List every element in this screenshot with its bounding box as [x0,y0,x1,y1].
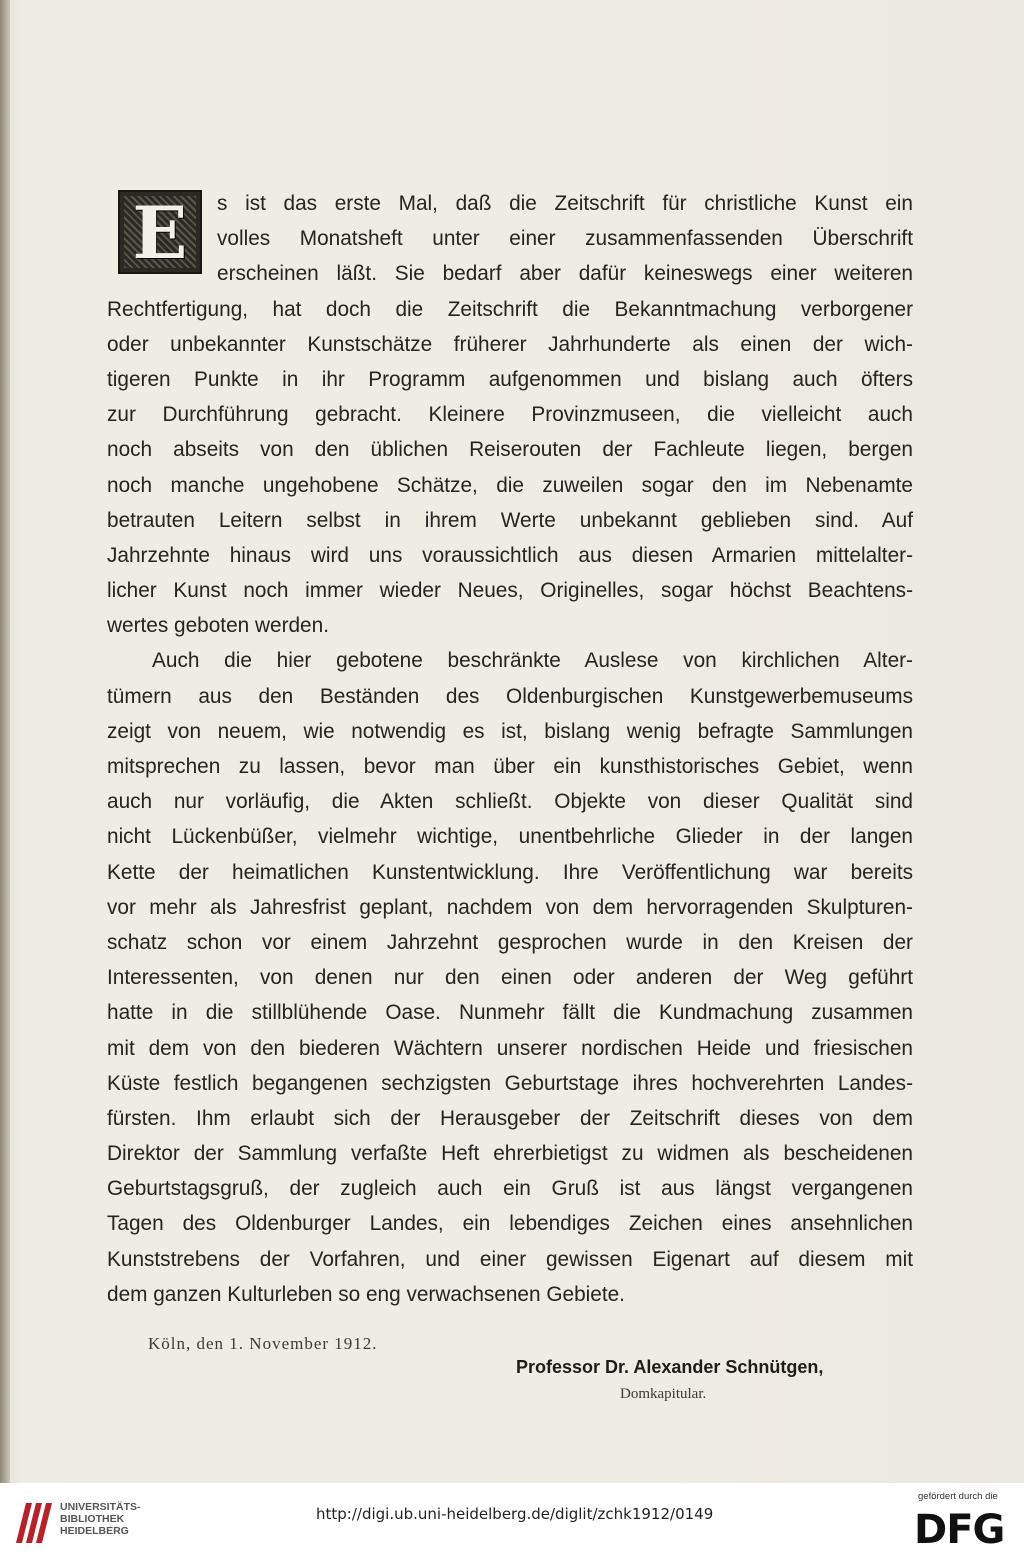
text-line: Tagen des Oldenburger Landes, ein lebendiges Zeichen eines ansehnlichen [107,1212,913,1236]
text-line: tigeren Punkte in ihr Programm aufgenommen und bislang auch öfters [107,367,913,391]
library-name-line: UNIVERSITÄTS- [60,1501,141,1513]
text-line: oder unbekannter Kunstschätze früherer Jahrhunderte als einen der wich- [107,332,913,356]
text-line: fürsten. Ihm erlaubt sich der Herausgeber der Zeitschrift dieses von dem [107,1106,913,1130]
text-line: noch manche ungehobene Schätze, die zuweilen sogar den im Nebenamte [107,473,913,497]
text-line: wertes geboten werden. [107,614,329,638]
text-line: schatz schon vor einem Jahrzehnt gesprochen wurde in den Kreisen der [107,930,913,954]
text-line: Direktor der Sammlung verfaßte Heft ehrerbietigst zu widmen als bescheidenen [107,1142,913,1166]
library-name-line: HEIDELBERG [60,1525,129,1537]
text-line: s ist das erste Mal, daß die Zeitschrift für christliche Kunst ein [217,192,913,215]
text-line: Interessenten, von denen nur den einen oder anderen der Weg geführt [107,966,913,990]
text-line: nicht Lückenbüßer, vielmehr wichtige, unentbehrliche Glieder in der langen [107,825,913,849]
text-line: hatte in die stillblühende Oase. Nunmehr fällt die Kundmachung zusammen [107,1001,913,1025]
author-role: Domkapitular. [620,1386,707,1402]
text-line: zeigt von neuem, wie notwendig es ist, bislang wenig befragte Sammlungen [107,719,913,743]
viewer-footer [0,1483,1024,1563]
page-edge [0,0,10,1483]
text-line: Geburtstagsgruß, der zugleich auch ein Gruß ist aus längst vergangenen [107,1177,913,1201]
bleed-through-header [110,102,930,116]
dfg-logo[interactable]: DFG [914,1507,1005,1553]
text-line: Auch die hier gebotene beschränkte Auslese von kirchlichen Alter- [152,649,913,673]
drop-cap-letter: E [132,189,188,275]
text-line: Rechtfertigung, hat doch die Zeitschrift die Bekanntmachung verborgener [107,297,913,321]
author-signature: Professor Dr. Alexander Schnütgen, [516,1357,824,1377]
text-line: tümern aus den Beständen des Oldenburgischen Kunstgewerbemuseums [107,684,913,708]
text-line: betrauten Leitern selbst in ihrem Werte unbekannt geblieben sind. Auf [107,508,913,532]
text-line: Jahrzehnte hinaus wird uns voraussichtlich aus diesen Armarien mittelalter- [107,543,913,567]
date-line: Köln, den 1. November 1912. [148,1334,378,1353]
text-line: licher Kunst noch immer wieder Neues, Originelles, sogar höchst Beachtens- [107,579,913,603]
text-line: erscheinen läßt. Sie bedarf aber dafür keineswegs einer weiteren [217,262,913,286]
text-line: mitsprechen zu lassen, bevor man über ein kunsthistorisches Gebiet, wenn [107,755,913,778]
funded-by-label: gefördert durch die [918,1491,998,1502]
text-line: Kette der heimatlichen Kunstentwicklung. Ihre Veröffentlichung war bereits [107,860,913,884]
text-line: auch nur vorläufig, die Akten schließt. Objekte von dieser Qualität sind [107,790,913,814]
text-line: Küste festlich begangenen sechzigsten Geburtstage ihres hochverehrten Landes- [107,1071,913,1095]
text-line: dem ganzen Kulturleben so eng verwachsenen Gebiete. [107,1282,625,1306]
library-name [60,1501,141,1537]
university-library-logo-icon[interactable] [12,1497,56,1547]
text-line: noch abseits von den üblichen Reiserouten der Fachleute liegen, bergen [107,438,913,462]
body-text [107,186,913,1312]
text-line: volles Monatsheft unter einer zusammenfassenden Überschrift [217,227,913,251]
text-line: zur Durchführung gebracht. Kleinere Provinzmuseen, die vielleicht auch [107,403,913,427]
text-line: Kunststrebens der Vorfahren, und einer gewissen Eigenart auf diesem mit [107,1247,913,1271]
permalink-url[interactable]: http://digi.ub.uni-heidelberg.de/diglit/zchk1912/0149 [316,1505,714,1523]
library-name-line: BIBLIOTHEK [60,1513,125,1525]
text-line: mit dem von den biederen Wächtern unserer nordischen Heide und friesischen [107,1036,913,1060]
text-line: vor mehr als Jahresfrist geplant, nachdem von dem hervorragenden Skulpturen- [107,895,913,919]
